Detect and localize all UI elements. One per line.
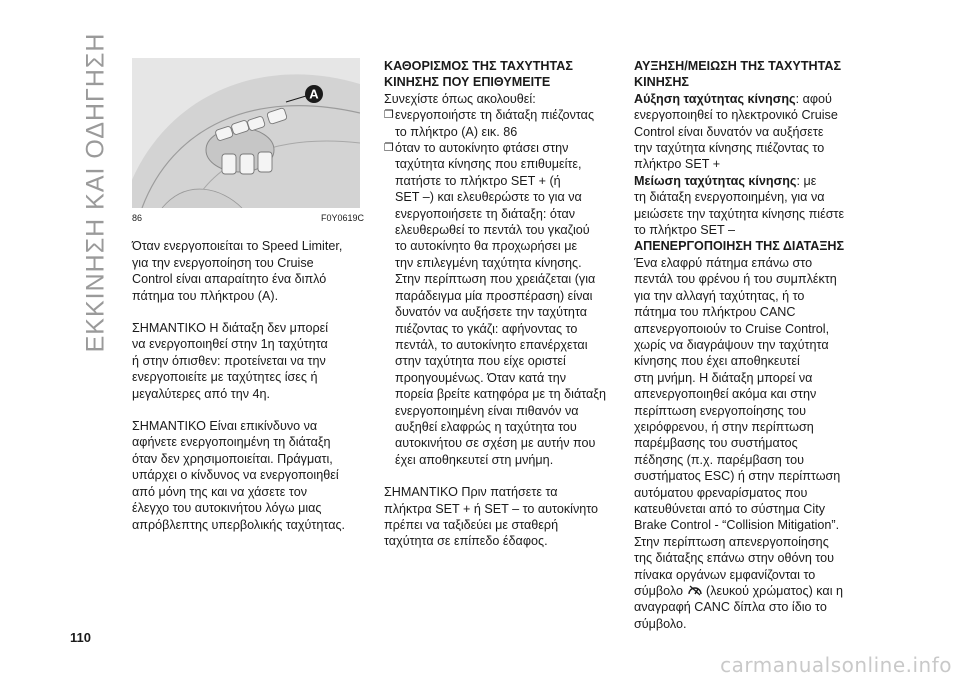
deactivation-line: απενεργοποιηθεί ακόμα και στην (634, 387, 817, 402)
deactivation-line: πίνακα οργάνων εμφανίζονται το (634, 567, 816, 582)
deactivation-line: Ένα ελαφρύ πάτημα επάνω στο (634, 255, 813, 270)
symbol-line: σύμβολο (λευκού χρώματος) και η (634, 584, 844, 598)
paragraph-important-set: ΣΗΜΑΝΤΙΚΟ Πριν πατήσετε τα πλήκτρα SET + ή SET – το αυτοκίνητο πρέπει να ταξιδεύει με σταθερή ταχύτητα σε επίπεδο έδαφος. (384, 485, 599, 549)
deactivation-line: κίνησης που έχει αποθηκευτεί (634, 354, 800, 369)
bullet-item-2 (384, 140, 614, 468)
increase-first-line: Αύξηση ταχύτητας κίνησης: αφού (634, 91, 832, 106)
bullet2-line: το αυτοκίνητο θα προχωρήσει με (395, 239, 578, 254)
column-left (132, 58, 364, 549)
decrease-first-line: Μείωση ταχύτητας κίνησης: με (634, 173, 817, 188)
deactivation-line: παρέμβασης του συστήματος (634, 436, 798, 451)
deactivation-line: πάτημα του πλήκτρου CANC (634, 305, 796, 320)
heading-increase-decrease: ΑΥΞΗΣΗ/ΜΕΙΩΣΗ ΤΗΣ ΤΑΧΥΤΗΤΑΣ ΚΙΝΗΣΗΣ (634, 59, 842, 90)
bullet2-line: προηγουμένως. Όταν κατά την (395, 370, 567, 385)
checkbox-bullet-icon: ❐ (384, 109, 394, 122)
bullet2-line: SET –) και ελευθερώστε το για να (395, 190, 582, 205)
checkbox-bullet-icon: ❐ (384, 142, 394, 155)
column-middle (384, 58, 614, 566)
bullet2-text (395, 140, 606, 468)
deactivation-line: στη μνήμη. Η διάταξη μπορεί να (634, 370, 813, 385)
bullet2-line: έχει αποθηκευτεί στη μνήμη. (395, 452, 554, 467)
deactivation-line: χωρίς να διαγράψουν την ταχύτητα (634, 337, 829, 352)
bullet2-line: ενεργοποιήσετε τη διάταξη: όταν (395, 206, 576, 221)
bullet2-line: Στην περίπτωση που χρειάζεται (για (395, 272, 596, 287)
paragraph-important-danger: ΣΗΜΑΝΤΙΚΟ Είναι επικίνδυνο να αφήνετε ενεργοποιημένη τη διάταξη όταν δεν χρησιμοποιείται. Πράγματι, υπάρχει ο κίνδυνος να ενεργοποιηθεί από μόνη της και να χάσετε τον έλεγχο του αυτοκινήτου λόγω μιας απρόβλεπτης υπερβολικής ταχύτητας. (132, 419, 346, 532)
section-side-title: ΕΚΚΙΝΗΣΗ ΚΑΙ ΟΔΗΓΗΣΗ (81, 32, 110, 352)
deactivation-line: πέδησης (π.χ. παρέμβαση του (634, 452, 804, 467)
deactivation-line: Brake Control - “Collision Mitigation”. (634, 518, 840, 533)
deactivation-line: για την αλλαγή ταχύτητας, ή το (634, 288, 805, 303)
deactivation-line: αυτόματου φρεναρίσματος που (634, 485, 808, 500)
bullet2-line: πατήστε το πλήκτρο SET + (ή (395, 173, 561, 188)
column-right: ΑΥΞΗΣΗ/ΜΕΙΩΣΗ ΤΗΣ ΤΑΧΥΤΗΤΑΣ ΚΙΝΗΣΗΣ Αύξηση ταχύτητας κίνησης: αφού ενεργοποιηθεί το ηλεκτρονικό Cruise Control είναι δυνατόν να αυξήσετε την ταχύτητα κίνησης πιέζοντας το πλήκτρο SET + Μείωση ταχύτητας κίνησης: με τη διάταξη ενεργοποιημένη, για να μειώσετε την ταχύτητα κίνησης πιέστε το πλήκτρο SET – ΑΠΕΝΕΡΓΟΠΟΙΗΣΗ ΤΗΣ ΔΙΑΤΑΞΗΣ Ένα ελαφρύ πάτημα επάνω στο πεντάλ του φρένου ή του συμπλέκτη για την αλλαγή ταχύτητας, ή το πάτημα του πλήκτρου CANC απενεργοποιούν το Cruise Control, χωρίς να διαγράψουν την ταχύτητα κίνησης που έχει αποθηκευτεί στη μνήμη. Η διάταξη μπορεί να απενεργοποιηθεί ακόμα και στην περίπτωση ενεργοποίησης του χειρόφρενου, ή στην περίπτωση παρέμβασης του συστήματος πέδησης (π.χ. παρέμβαση του συστήματος ESC) ή στην περίπτωση αυτόματου φρεναρίσματος που κατευθύνεται από το σύστημα City Brake Control - “Collision Mitigation”. Στην περίπτωση απενεργοποίησης της διάταξης επάνω στην οθόνη του πίνακα οργάνων εμφανίζονται το σύμβολο (λευκού χρώματος) και η αναγραφή CANC δίπλα στο ίδιο το σύμβολο. (634, 58, 880, 632)
bullet2-line: αυξηθεί ελαφρώς η ταχύτητα του (395, 419, 577, 434)
bullet-item-1: ❐ ενεργοποιήστε τη διάταξη πιέζοντας το πλήκτρο (A) εικ. 86 (384, 108, 595, 139)
bullet2-line: παράδειγμα μία προσπέραση) είναι (395, 288, 593, 303)
page-number: 110 (70, 630, 91, 645)
figure-caption (132, 210, 364, 226)
watermark: carmanualsonline.info (720, 653, 952, 677)
bullet2-line: δυνατόν να αυξήσετε την ταχύτητα (395, 305, 588, 320)
deactivation-line: συστήματος ESC) ή στην περίπτωση (634, 469, 841, 484)
cruise-control-icon (687, 584, 703, 596)
bullet2-line: ελευθερωθεί το πεντάλ του γκαζιού (395, 223, 590, 238)
deactivation-line: περίπτωση ενεργοποίησης του (634, 403, 807, 418)
heading-deactivation: ΑΠΕΝΕΡΓΟΠΟΙΗΣΗ ΤΗΣ ΔΙΑΤΑΞΗΣ (634, 239, 845, 254)
deactivation-text (634, 255, 880, 583)
heading-set-speed: ΚΑΘΟΡΙΣΜΟΣ ΤΗΣ ΤΑΧΥΤΗΤΑΣ ΚΙΝΗΣΗΣ ΠΟΥ ΕΠΙΘΥΜΕΙΤΕ (384, 59, 573, 90)
bullet2-line: όταν το αυτοκίνητο φτάσει στην (395, 141, 569, 156)
figure-code: F0Y0619C (320, 213, 364, 223)
paragraph-speed-limiter: Όταν ενεργοποιείται το Speed Limiter, για την ενεργοποίηση του Cruise Control είναι απαραίτητο ένα διπλό πάτημα του πλήκτρου (A). (132, 239, 343, 303)
steering-wheel-illustration (132, 58, 360, 208)
deactivation-line: πεντάλ του φρένου ή του συμπλέκτη (634, 272, 837, 287)
deactivation-line: απενεργοποιούν το Cruise Control, (634, 321, 830, 336)
intro-text: Συνεχίστε όπως ακολουθεί: (384, 91, 536, 106)
figure-number: 86 (132, 213, 143, 223)
deactivation-line: της διάταξης επάνω στην οθόνη του (634, 551, 835, 566)
deactivation-line: Στην περίπτωση απενεργοποίησης (634, 534, 829, 549)
bullet2-line: ταχύτητα κίνησης που επιθυμείτε, (395, 157, 582, 172)
bullet2-line: αυτοκινήτου σε σχέση με αυτήν που (395, 436, 596, 451)
bullet2-line: ενεργοποιημένη είναι πιθανόν να (395, 403, 579, 418)
bullet2-line: πορεία βρείτε κατηφόρα με τη διάταξη (395, 387, 606, 402)
bullet2-line: στην ταχύτητα που είχε οριστεί (395, 354, 566, 369)
figure-callout: A (309, 86, 319, 102)
steering-wheel-figure (132, 58, 360, 208)
paragraph-important-gear: ΣΗΜΑΝΤΙΚΟ Η διάταξη δεν μπορεί να ενεργοποιηθεί στην 1η ταχύτητα ή στην όπισθεν: προτείνεται να την ενεργοποιείτε με ταχύτητες ίσες ή μεγαλύτερες από την 4η. (132, 321, 329, 401)
bullet2-line: πιέζοντας το γκάζι: αφήνοντας το (395, 321, 578, 336)
deactivation-line: χειρόφρενου, ή στην περίπτωση (634, 419, 814, 434)
bullet2-line: πεντάλ, το αυτοκίνητο επανέρχεται (395, 337, 588, 352)
deactivation-line: κατευθύνεται από το σύστημα City (634, 501, 825, 516)
bullet2-line: την επιλεγμένη ταχύτητα κίνησης. (395, 255, 582, 270)
